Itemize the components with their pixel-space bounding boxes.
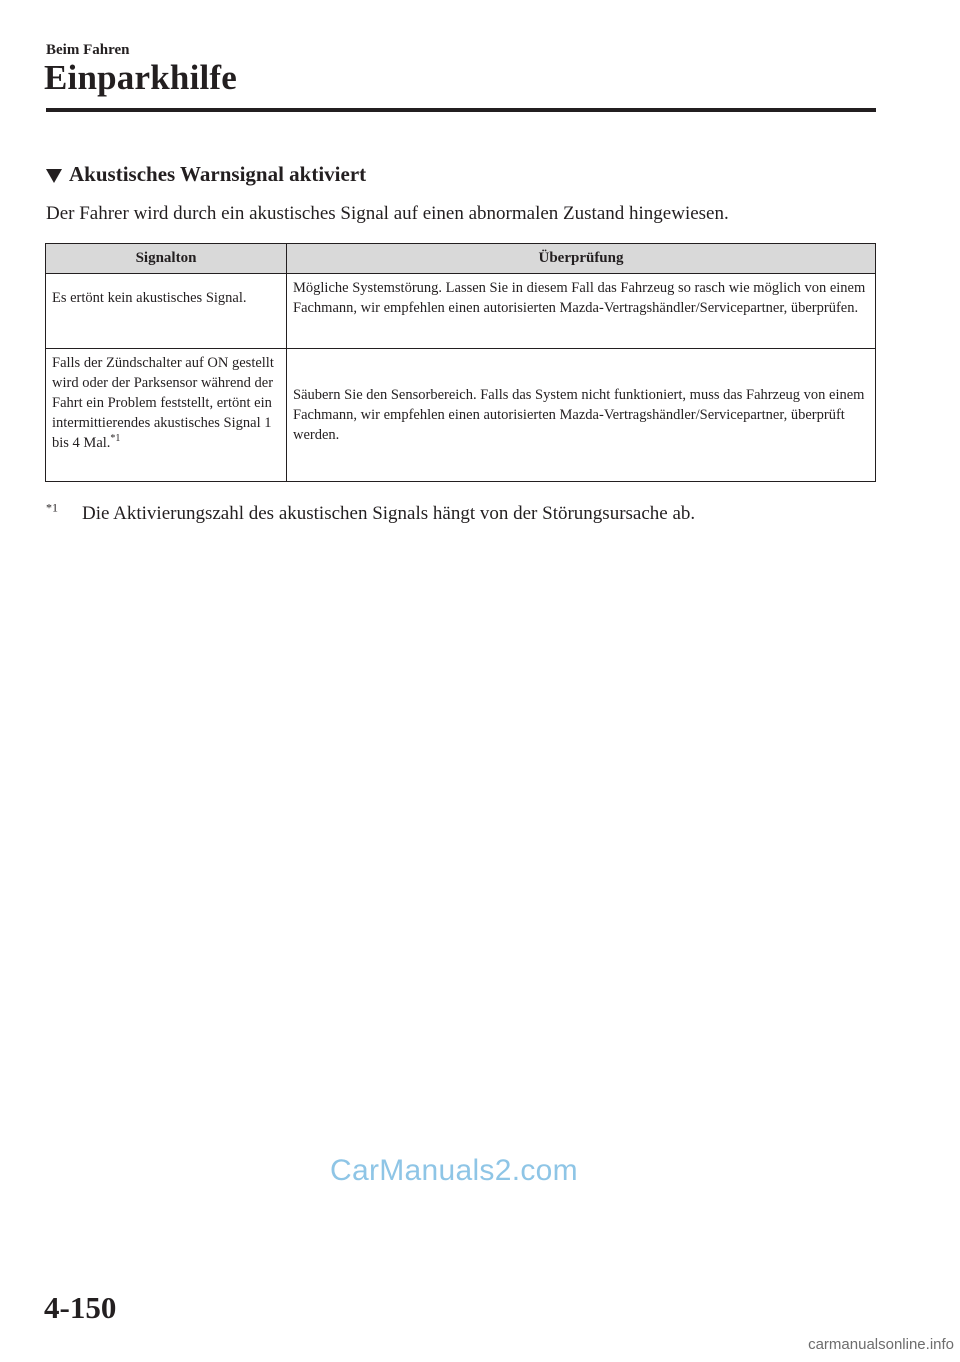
footnote bbox=[46, 500, 696, 525]
watermark: CarManuals2.com bbox=[330, 1154, 578, 1187]
table-cell-check bbox=[287, 349, 876, 482]
column-header-check: Überprüfung bbox=[287, 244, 876, 274]
page-title: Einparkhilfe bbox=[44, 58, 238, 97]
intro-text: Der Fahrer wird durch ein akustisches Signal auf einen abnormalen Zustand hingewiesen. bbox=[46, 203, 729, 224]
section-heading-text: Akustisches Warnsignal aktiviert bbox=[69, 162, 367, 186]
footnote-text: Die Aktivierungszahl des akustischen Signals hängt von der Störungsursache ab. bbox=[82, 503, 696, 524]
table-cell-signal bbox=[46, 349, 287, 482]
site-footer: carmanualsonline.info bbox=[808, 1336, 954, 1353]
check-text: Mögliche Systemstörung. Lassen Sie in diesem Fall das Fahrzeug so rasch wie möglich von einem Fachmann, wir empfehlen einen autorisierten Mazda-Vertragshändler/Servicepartner, überprüfen. bbox=[293, 280, 866, 316]
section-label: Beim Fahren bbox=[46, 42, 130, 58]
title-rule bbox=[46, 108, 876, 112]
signal-cell-content bbox=[46, 349, 286, 456]
check-text: Säubern Sie den Sensorbereich. Falls das System nicht funktioniert, muss das Fahrzeug von einem Fachmann, wir empfehlen einen autorisierten Mazda-Vertragshändler/Servicepartner, überprüft werden. bbox=[293, 387, 865, 443]
table-row bbox=[46, 274, 876, 349]
table-row bbox=[46, 349, 876, 482]
signal-text: Falls der Zündschalter auf ON gestellt wird oder der Parksensor während der Fahrt ein Problem feststellt, ertönt ein intermittierendes akustisches Signal 1 bis 4 Mal. bbox=[52, 355, 274, 451]
triangle-down-icon bbox=[46, 169, 62, 183]
table-header-row bbox=[46, 244, 876, 274]
section-heading bbox=[46, 162, 366, 187]
table-cell-check bbox=[287, 274, 876, 349]
column-header-signal: Signalton bbox=[46, 244, 287, 274]
warning-table bbox=[45, 243, 876, 482]
signal-text: Es ertönt kein akustisches Signal. bbox=[52, 290, 247, 306]
page-number: 4-150 bbox=[44, 1290, 117, 1325]
footnote-mark: *1 bbox=[46, 500, 58, 515]
footnote-ref: *1 bbox=[110, 433, 121, 445]
table-cell-signal bbox=[46, 274, 287, 349]
